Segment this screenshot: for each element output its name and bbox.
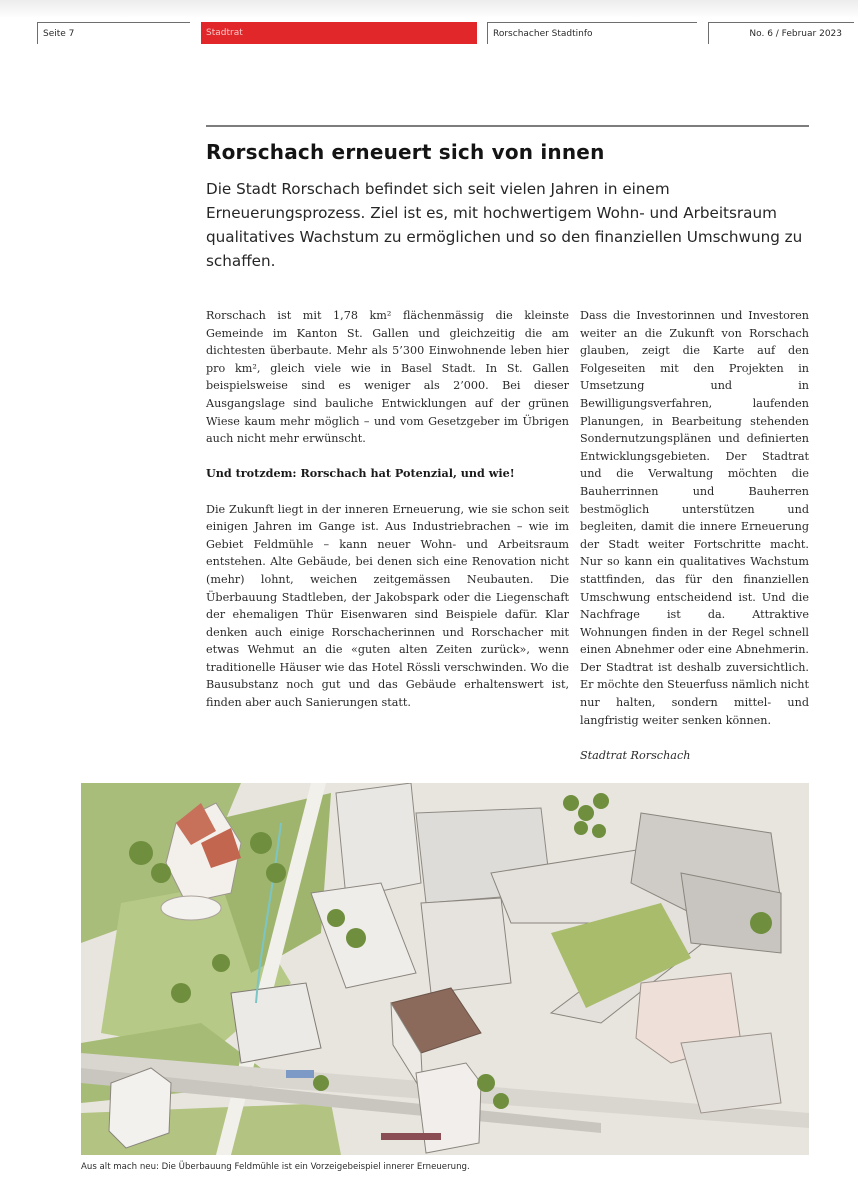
article-title: Rorschach erneuert sich von innen	[206, 140, 605, 164]
signature: Stadtrat Rorschach	[580, 748, 691, 762]
image-caption: Aus alt mach neu: Die Überbauung Feldmühle ist ein Vorzeigebeispiel innerer Erneuerung.	[81, 1162, 470, 1172]
header-section-label: Stadtrat	[201, 22, 477, 44]
paragraph: Rorschach ist mit 1,78 km² flächenmässig die kleinste Gemeinde im Kanton St. Gallen und gleichzeitig die am dichtesten überbaute. Mehr als 5’300 Einwohnende leben hier pro km², gleich viele wie in Basel Stadt. In St. Gallen beispielsweise sind es weniger als 2’000. Bei dieser Ausgangslage sind bauliche Entwicklungen auf der grünen Wiese kaum mehr möglich – und vom Gesetzgeber im Übrigen auch nicht mehr erwünscht.	[206, 309, 569, 446]
article-column-right	[580, 307, 809, 782]
paragraph: Die Zukunft liegt in der inneren Erneuerung, wie sie schon seit einigen Jahren im Gange ist. Aus Industriebrachen – wie im Gebiet Feldmühle – kann neuer Wohn- und Arbeitsraum entstehen. Alte Gebäude, bei denen sich eine Renovation nicht (mehr) lohnt, weichen zeitgemässen Neubauten. Die Überbauung Stadtleben, der Jakobspark oder die Liegenschaft der ehemaligen Thür Eisenwaren sind Beispiele dafür. Klar denken auch einige Rorschacherinnen und Rorschacher mit etwas Wehmut an die «guten alten Zeiten zurück», wenn traditionelle Häuser wie das Hotel Rössli verschwinden. Wo die Bausubstanz noch gut und das Gebäude erhaltenswert ist, finden aber auch Sanierungen statt.	[206, 502, 569, 710]
article-lead: Die Stadt Rorschach befindet sich seit vielen Jahren in einem Erneuerungsprozess. Ziel ist es, mit hochwertigem Wohn- und Arbeitsraum qualitatives Wachstum zu ermöglichen und so den finanziellen Umschwung zu schaffen.	[206, 180, 803, 270]
article-column-left	[206, 307, 569, 729]
aerial-illustration	[81, 783, 809, 1155]
header-page-number: Seite 7	[37, 22, 190, 44]
title-divider	[206, 125, 809, 127]
page-top-shade	[0, 0, 858, 18]
header-publication-name: Rorschacher Stadtinfo	[487, 22, 697, 44]
subheading: Und trotzdem: Rorschach hat Potenzial, und wie!	[206, 466, 515, 481]
header-issue-date: No. 6 / Februar 2023	[708, 22, 854, 44]
paragraph: Dass die Investorinnen und Investoren weiter an die Zukunft von Rorschach glauben, zeigt die Karte auf den Folgeseiten mit den Projekten in Umsetzung und in Bewilligungsverfahren, laufenden Planungen, in Bearbeitung stehenden Sondernutzungsplänen und definierten Entwicklungsgebieten. Der Stadtrat und die Verwaltung möchten die Bauherrinnen und Bauherren bestmöglich unterstützen und begleiten, damit die innere Erneuerung der Stadt weiter Fortschritte macht. Nur so kann ein qualitatives Wachstum stattfinden, das für den finanziellen Umschwung entscheidend ist. Und die Nachfrage ist da. Attraktive Wohnungen finden in der Regel schnell einen Abnehmer oder eine Abnehmerin. Der Stadtrat ist deshalb zuversichtlich. Er möchte den Steuerfuss nämlich nicht nur halten, sondern mittel- und langfristig weiter senken können.	[580, 309, 809, 727]
